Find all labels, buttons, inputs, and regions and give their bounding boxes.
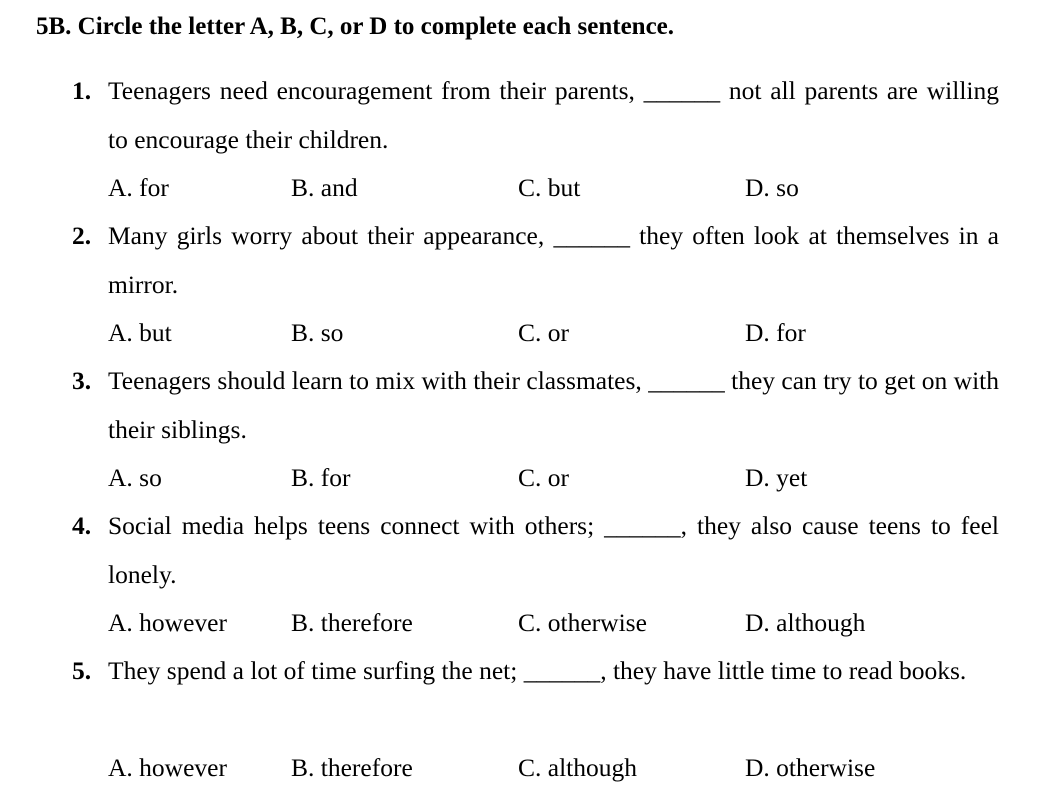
question-text: They spend a lot of time surfing the net; ______, they have little time to read books.	[108, 656, 967, 685]
question-number: 2.	[72, 221, 92, 250]
option-c[interactable]: C. or	[518, 463, 569, 492]
option-a[interactable]: A. but	[108, 318, 172, 347]
answer-options	[0, 454, 1042, 503]
answer-options	[0, 744, 1042, 793]
option-c[interactable]: C. but	[518, 173, 581, 202]
question-text: Social media helps teens connect with others; ______, they also cause teens to feel lonely.	[108, 511, 999, 589]
option-d[interactable]: D. otherwise	[745, 753, 876, 782]
option-b[interactable]: B. for	[291, 463, 351, 492]
option-b[interactable]: B. so	[291, 318, 344, 347]
option-d[interactable]: D. so	[745, 173, 799, 202]
answer-options	[0, 309, 1042, 358]
question-number: 1.	[72, 76, 92, 105]
question-text: Teenagers should learn to mix with their classmates, ______ they can try to get on with their siblings.	[108, 366, 999, 444]
answer-options	[0, 599, 1042, 648]
option-b[interactable]: B. and	[291, 173, 358, 202]
option-a[interactable]: A. however	[108, 753, 227, 782]
question-text: Teenagers need encouragement from their parents, ______ not all parents are willing to encourage their children.	[108, 76, 999, 154]
option-d[interactable]: D. for	[745, 318, 806, 347]
question-number: 3.	[72, 366, 92, 395]
option-a[interactable]: A. however	[108, 608, 227, 637]
option-b[interactable]: B. therefore	[291, 753, 413, 782]
answer-options	[0, 164, 1042, 213]
exercise-heading: 5B. Circle the letter A, B, C, or D to complete each sentence.	[36, 13, 675, 40]
option-a[interactable]: A. for	[108, 173, 169, 202]
option-b[interactable]: B. therefore	[291, 608, 413, 637]
question-number: 5.	[72, 656, 92, 685]
option-a[interactable]: A. so	[108, 463, 162, 492]
question-number: 4.	[72, 511, 92, 540]
option-c[interactable]: C. otherwise	[518, 608, 647, 637]
option-c[interactable]: C. or	[518, 318, 569, 347]
question-text: Many girls worry about their appearance, ______ they often look at themselves in a mirror.	[108, 221, 999, 299]
option-d[interactable]: D. yet	[745, 463, 808, 492]
option-d[interactable]: D. although	[745, 608, 866, 637]
option-c[interactable]: C. although	[518, 753, 637, 782]
